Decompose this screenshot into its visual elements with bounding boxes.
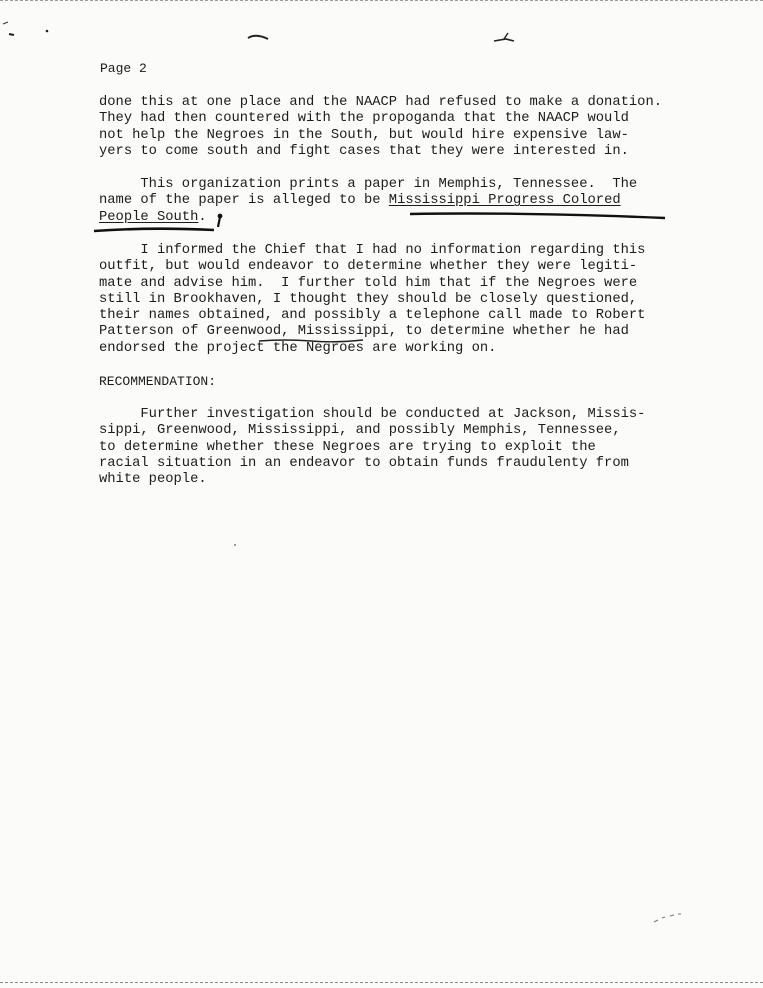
text-line: to determine whether these Negroes are trying to exploit the xyxy=(99,439,596,455)
text-line: endorsed the project the Negroes are working on. xyxy=(99,340,497,356)
page-number: Page 2 xyxy=(100,61,147,76)
text-segment: . xyxy=(198,209,207,225)
text-line: their names obtained, and possibly a telephone call made to Robert xyxy=(99,308,646,324)
text-line: This organization prints a paper in Memphis, Tennessee. The xyxy=(99,177,638,192)
text-line: yers to come south and fight cases that they were interested in. xyxy=(99,143,629,159)
text-line: white people. xyxy=(99,472,207,488)
text-line: mate and advise him. I further told him that if the Negroes were xyxy=(99,275,638,291)
text-line: outfit, but would endeavor to determine whether they were legiti- xyxy=(99,259,638,275)
text-line: They had then countered with the propoganda that the NAACP would xyxy=(99,111,629,127)
text-line: I informed the Chief that I had no information regarding this xyxy=(99,243,646,258)
text-line: not help the Negroes in the South, but would hire expensive law- xyxy=(99,127,629,143)
handwritten-underline-greenwood xyxy=(255,335,375,349)
text-line: Further investigation should be conducted at Jackson, Missis- xyxy=(99,407,646,422)
underlined-paper-name: Mississippi Progress Colored xyxy=(388,193,621,209)
text-line: done this at one place and the NAACP had refused to make a donation. xyxy=(99,95,663,110)
scan-mark-top-center xyxy=(246,30,276,44)
underlined-paper-name-end: People South xyxy=(99,209,199,225)
text-line: still in Brookhaven, I thought they should be closely questioned, xyxy=(99,291,638,307)
scan-mark-top-right xyxy=(492,30,522,46)
text-line: Patterson of Greenwood, Mississippi, to determine whether he had xyxy=(99,324,629,340)
text-segment: name of the paper is alleged to be xyxy=(99,193,389,209)
handwritten-underline-marks xyxy=(90,205,680,237)
bottom-edge-rule xyxy=(0,982,763,985)
paragraph-1 xyxy=(99,95,719,160)
scan-mark-top-left xyxy=(0,14,60,44)
recommendation-heading: RECOMMENDATION: xyxy=(99,374,217,389)
text-line: sippi, Greenwood, Mississippi, and possibly Memphis, Tennessee, xyxy=(99,423,621,439)
scan-speck xyxy=(230,540,240,550)
top-edge-dashes xyxy=(0,0,763,3)
paragraph-4 xyxy=(99,407,719,488)
scan-speck-bottom-right xyxy=(650,908,690,928)
paragraph-3 xyxy=(99,243,719,357)
text-line: racial situation in an endeavor to obtain funds fraudulenty from xyxy=(99,455,629,471)
